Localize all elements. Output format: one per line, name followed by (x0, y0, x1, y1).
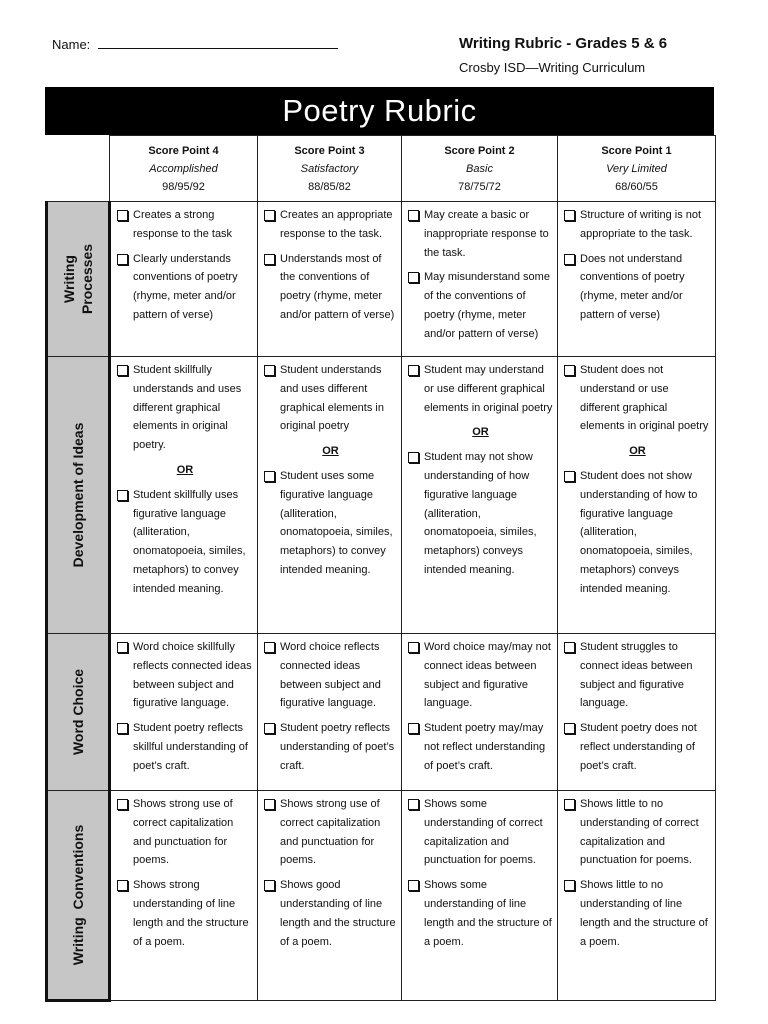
criteria-cell (558, 791, 716, 1001)
name-label: Name: (52, 37, 91, 52)
checkbox[interactable] (264, 723, 275, 734)
vertical-label (60, 244, 96, 314)
checkbox[interactable] (564, 365, 575, 376)
criterion-item (264, 467, 397, 580)
checkbox[interactable] (408, 799, 419, 810)
criterion-text: Student uses some figurative language (alliteration, onomatopoeia, similes, metaphors) to convey intended meaning. (280, 469, 393, 576)
checkbox[interactable] (408, 642, 419, 653)
level-label: Accomplished (149, 163, 218, 175)
score-label: Score Point 2 (444, 145, 515, 157)
grade-values: 78/75/72 (458, 181, 501, 193)
score-header-row (47, 136, 716, 202)
criterion-item (264, 206, 397, 244)
criterion-item (117, 638, 253, 713)
checkbox[interactable] (264, 799, 275, 810)
row-development-of-ideas (47, 357, 716, 634)
criteria-cell (402, 202, 558, 357)
grade-values: 68/60/55 (615, 181, 658, 193)
vertical-label: Word Choice (70, 668, 86, 756)
criterion-text: Student skillfully uses figurative language (alliteration, onomatopoeia, similes, metaphors) to convey intended meaning. (133, 488, 246, 595)
criteria-cell (110, 202, 258, 357)
criterion-text: Shows little to no understanding of correct capitalization and punctuation for poems. (580, 798, 699, 867)
poetry-rubric (45, 87, 714, 1002)
criterion-item (117, 795, 253, 870)
criterion-item (264, 795, 397, 870)
checkbox[interactable] (264, 880, 275, 891)
criterion-item (564, 206, 711, 244)
row-writing-processes (47, 202, 716, 357)
criterion-text: Creates an appropriate response to the task. (280, 209, 393, 240)
criteria-cell (558, 202, 716, 357)
criterion-text: Shows little to no understanding of line length and the structure of a poem. (580, 879, 708, 948)
level-label: Basic (466, 163, 493, 175)
criteria-cell (258, 791, 402, 1001)
label-line-2: Processes (79, 243, 95, 315)
row-word-choice (47, 634, 716, 791)
score-label: Score Point 1 (601, 145, 672, 157)
criterion-text: Student may not show understanding of how figurative language (alliteration, onomatopoeia, similes, metaphors) conveys intended meaning. (424, 451, 537, 576)
checkbox[interactable] (117, 642, 128, 653)
rubric-title: Poetry Rubric (45, 87, 714, 135)
row-writing-conventions (47, 791, 716, 1001)
criteria-cell (258, 634, 402, 791)
criterion-text: Student may understand or use different graphical elements in original poetry (424, 364, 553, 414)
criterion-item (408, 638, 553, 713)
score-column-3 (258, 136, 402, 202)
criteria-cell (402, 634, 558, 791)
score-label: Score Point 4 (148, 145, 219, 157)
criterion-text: Shows strong use of correct capitalization and punctuation for poems. (280, 798, 381, 867)
grade-values: 98/95/92 (162, 181, 205, 193)
checkbox[interactable] (564, 880, 575, 891)
criteria-cell (558, 357, 716, 634)
checkbox[interactable] (408, 452, 419, 463)
criterion-item (264, 361, 397, 436)
vertical-label: Writing Conventions (70, 824, 86, 966)
checkbox[interactable] (117, 799, 128, 810)
criteria-cell (258, 202, 402, 357)
criterion-text: Student understands and uses different graphical elements in original poetry (280, 364, 384, 433)
checkbox[interactable] (264, 254, 275, 265)
checkbox[interactable] (264, 210, 275, 221)
criteria-cell (110, 634, 258, 791)
criterion-text: Word choice skillfully reflects connected ideas between subject and figurative language. (133, 641, 252, 710)
criterion-text: Shows some understanding of line length and the structure of a poem. (424, 879, 552, 948)
criterion-item (408, 268, 553, 343)
checkbox[interactable] (564, 799, 575, 810)
criterion-text: May create a basic or inappropriate response to the task. (424, 209, 549, 259)
checkbox[interactable] (117, 365, 128, 376)
criterion-item (408, 719, 553, 775)
criterion-text: Clearly understands conventions of poetry (rhyme, meter and/or pattern of verse) (133, 252, 238, 321)
checkbox[interactable] (408, 272, 419, 283)
criterion-item (564, 361, 711, 436)
score-column-2 (402, 136, 558, 202)
criteria-cell (402, 791, 558, 1001)
score-column-4 (110, 136, 258, 202)
criterion-text: Student does not understand or use different graphical elements in original poetry (580, 364, 709, 433)
criterion-text: Student does not show understanding of how to figurative language (alliteration, onomatopoeia, similes, metaphors) conveys intended meaning. (580, 469, 698, 595)
level-label: Satisfactory (300, 163, 359, 175)
row-label-writing-conventions (47, 791, 110, 1001)
document-title: Writing Rubric - Grades 5 & 6 (459, 35, 668, 52)
criteria-cell (258, 357, 402, 634)
criterion-text: Shows strong understanding of line length and the structure of a poem. (133, 879, 249, 948)
criterion-text: Shows strong use of correct capitalization and punctuation for poems. (133, 798, 234, 867)
checkbox[interactable] (117, 723, 128, 734)
or-divider: OR (472, 426, 489, 439)
criterion-item (264, 250, 397, 325)
checkbox[interactable] (264, 365, 275, 376)
criterion-text: Word choice reflects connected ideas between subject and figurative language. (280, 641, 381, 710)
checkbox[interactable] (408, 365, 419, 376)
criterion-item (117, 719, 253, 775)
or-divider: OR (176, 463, 194, 476)
criterion-item (408, 361, 553, 417)
checkbox[interactable] (117, 254, 128, 265)
checkbox[interactable] (117, 210, 128, 221)
name-field (52, 36, 338, 52)
checkbox[interactable] (564, 723, 575, 734)
checkbox[interactable] (564, 254, 575, 265)
criterion-item (408, 448, 553, 580)
checkbox[interactable] (408, 723, 419, 734)
criteria-cell (110, 791, 258, 1001)
vertical-label: Development of Ideas (70, 422, 86, 568)
or-divider: OR (629, 445, 646, 458)
criterion-text: Does not understand conventions of poetry (rhyme, meter and/or pattern of verse) (580, 252, 685, 321)
checkbox[interactable] (564, 642, 575, 653)
criterion-item (264, 719, 397, 775)
criterion-item (117, 486, 253, 599)
criterion-item (564, 876, 711, 951)
criterion-text: Shows some understanding of correct capitalization and punctuation for poems. (424, 798, 543, 867)
criterion-text: Student struggles to connect ideas between subject and figurative language. (580, 641, 693, 710)
checkbox[interactable] (264, 471, 275, 482)
criterion-item (117, 876, 253, 951)
criterion-text: Word choice may/may not connect ideas between subject and figurative language. (424, 641, 551, 710)
checkbox[interactable] (408, 210, 419, 221)
level-label: Very Limited (606, 163, 667, 175)
rubric-table (45, 135, 716, 1002)
checkbox[interactable] (117, 880, 128, 891)
row-label-development-of-ideas (47, 357, 110, 634)
criterion-text: Creates a strong response to the task (133, 209, 233, 240)
criterion-text: May misunderstand some of the conventions of poetry (rhyme, meter and/or pattern of verse) (424, 271, 550, 340)
row-label-word-choice (47, 634, 110, 791)
criterion-item (264, 638, 397, 713)
criterion-text: Student skillfully understands and uses different graphical elements in original poetry. (133, 364, 242, 452)
name-blank-line (98, 36, 338, 49)
criterion-item (408, 795, 553, 870)
criterion-item (117, 361, 253, 455)
criterion-item (408, 876, 553, 951)
criterion-text: Student poetry reflects skillful understanding of poet’s craft. (133, 722, 248, 772)
criterion-text: Student poetry does not reflect understanding of poet’s craft. (580, 722, 697, 772)
checkbox[interactable] (408, 880, 419, 891)
criterion-item (564, 795, 711, 870)
criterion-item (117, 250, 253, 325)
criterion-item (564, 467, 711, 599)
row-label-writing-processes (47, 202, 110, 357)
criterion-item (117, 206, 253, 244)
or-divider: OR (322, 445, 339, 458)
criterion-item (564, 638, 711, 713)
criterion-text: Student poetry may/may not reflect understanding of poet’s craft. (424, 722, 546, 772)
score-column-1 (558, 136, 716, 202)
criterion-text: Shows good understanding of line length and the structure of a poem. (280, 879, 396, 948)
score-label: Score Point 3 (294, 145, 365, 157)
corner-cell (47, 136, 110, 202)
checkbox[interactable] (117, 490, 128, 501)
criterion-item (564, 250, 711, 325)
criterion-item (564, 719, 711, 775)
criterion-text: Structure of writing is not appropriate to the task. (580, 209, 702, 240)
criteria-cell (402, 357, 558, 634)
criterion-item (264, 876, 397, 951)
label-line-1: Writing (61, 255, 77, 303)
grade-values: 88/85/82 (308, 181, 351, 193)
criterion-text: Student poetry reflects understanding of poet’s craft. (280, 722, 395, 772)
criterion-item (408, 206, 553, 262)
checkbox[interactable] (564, 471, 575, 482)
criteria-cell (558, 634, 716, 791)
criterion-text: Understands most of the conventions of poetry (rhyme, meter and/or pattern of verse) (280, 252, 395, 321)
checkbox[interactable] (564, 210, 575, 221)
checkbox[interactable] (264, 642, 275, 653)
document-subtitle: Crosby ISD—Writing Curriculum (459, 60, 646, 75)
criteria-cell (110, 357, 258, 634)
